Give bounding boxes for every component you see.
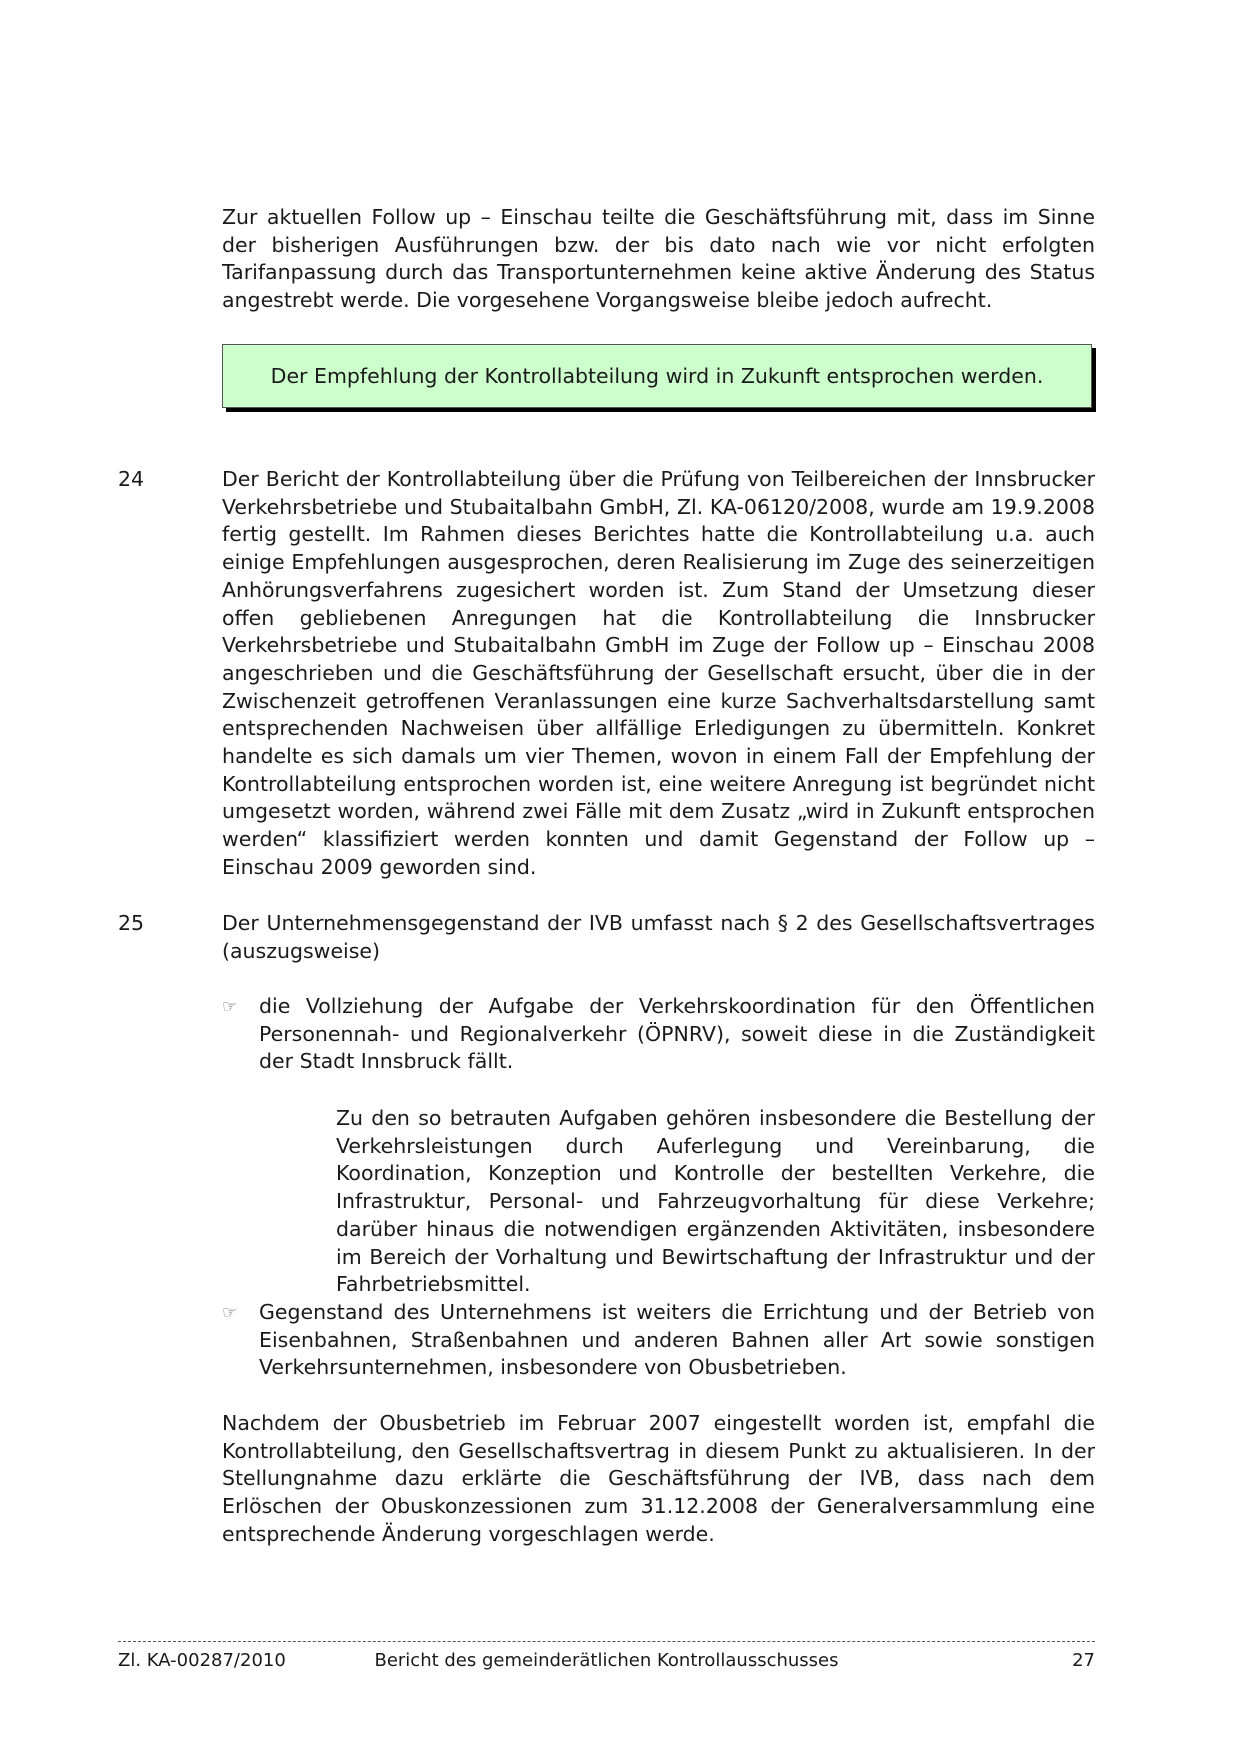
section-number-24: 24 [118,467,145,491]
pointing-hand-icon: ☞ [222,997,238,1017]
footer-title: Bericht des gemeinderätlichen Kontrollausschusses [374,1650,839,1671]
closing-paragraph: Nachdem der Obusbetrieb im Februar 2007 eingestellt worden ist, empfahl die Kontrollabteilung, den Gesellschaftsvertrag in diesem Punkt zu aktualisieren. In der Stellungnahme dazu erklärte die Geschäftsführung der IVB, dass nach dem Erlöschen der Obuskonzessionen zum 31.12.2008 der Generalversammlung eine entsprechende Änderung vorgeschlagen werde. [222,1411,1095,1546]
bullet-item-2 [222,1299,1095,1382]
footer-reference: Zl. KA-00287/2010 [118,1650,286,1671]
footer-page-number: 27 [1072,1650,1095,1671]
pointing-hand-icon: ☞ [222,1303,238,1323]
recommendation-callout: Der Empfehlung der Kontrollabteilung wird in Zukunft entsprochen werden. [222,344,1092,408]
indented-paragraph: Zu den so betrauten Aufgaben gehören insbesondere die Bestellung der Verkehrsleistungen durch Auferlegung und Vereinbarung, die Koordination, Konzeption und Kontrolle der bestellten Verkehre, die Infrastruktur, Personal- und Fahrzeugvorhaltung für diese Verkehre; darüber hinaus die notwendigen ergänzenden Aktivitäten, insbesondere im Bereich der Vorhaltung und Bewirtschaftung der Infrastruktur und der Fahrbetriebsmittel. [336,1106,1095,1297]
bullet-item-1-text: die Vollziehung der Aufgabe der Verkehrskoordination für den Öffentlichen Personennah- und Regionalverkehr (ÖPNRV), soweit diese in die Zuständigkeit der Stadt Innsbruck fällt. [259,994,1095,1074]
footer-divider [118,1641,1095,1642]
bullet-item-1 [222,993,1095,1076]
bullet-item-2-text: Gegenstand des Unternehmens ist weiters die Errichtung und der Betrieb von Eisenbahnen, Straßenbahnen und anderen Bahnen aller Art sowie sonstigen Verkehrsunternehmen, insbesondere von Obusbetrieben. [259,1300,1095,1380]
section-number-25: 25 [118,911,145,935]
intro-paragraph: Zur aktuellen Follow up – Einschau teilte die Geschäftsführung mit, dass im Sinne der bisherigen Ausführungen bzw. der bis dato nach wie vor nicht erfolgten Tarifanpassung durch das Transportunternehmen keine aktive Änderung des Status angestrebt werde. Die vorgesehene Vorgangsweise bleibe jedoch aufrecht. [222,205,1095,313]
section-25-paragraph: Der Unternehmensgegenstand der IVB umfasst nach § 2 des Gesellschaftsvertrages (auszugsweise) [222,911,1095,963]
section-24-paragraph: Der Bericht der Kontrollabteilung über die Prüfung von Teilbereichen der Innsbrucker Verkehrsbetriebe und Stubaitalbahn GmbH, Zl. KA-06120/2008, wurde am 19.9.2008 fertig gestellt. Im Rahmen dieses Berichtes hatte die Kontrollabteilung u.a. auch einige Empfehlungen ausgesprochen, deren Realisierung im Zuge des seinerzeitigen Anhörungsverfahrens zugesichert worden ist. Zum Stand der Umsetzung dieser offen gebliebenen Anregungen hat die Kontrollabteilung die Innsbrucker Verkehrsbetriebe und Stubaitalbahn GmbH im Zuge der Follow up – Einschau 2008 angeschrieben und die Geschäftsführung der Gesellschaft ersucht, über die in der Zwischenzeit getroffenen Veranlassungen eine kurze Sachverhaltsdarstellung samt entsprechenden Nachweisen über allfällige Erledigungen zu übermitteln. Konkret handelte es sich damals um vier Themen, wovon in einem Fall der Empfehlung der Kontrollabteilung entsprochen worden ist, eine weitere Anregung ist begründet nicht umgesetzt worden, während zwei Fälle mit dem Zusatz „wird in Zukunft entsprochen werden“ klassifiziert werden konnten und damit Gegenstand der Follow up – Einschau 2009 geworden sind. [222,467,1095,879]
